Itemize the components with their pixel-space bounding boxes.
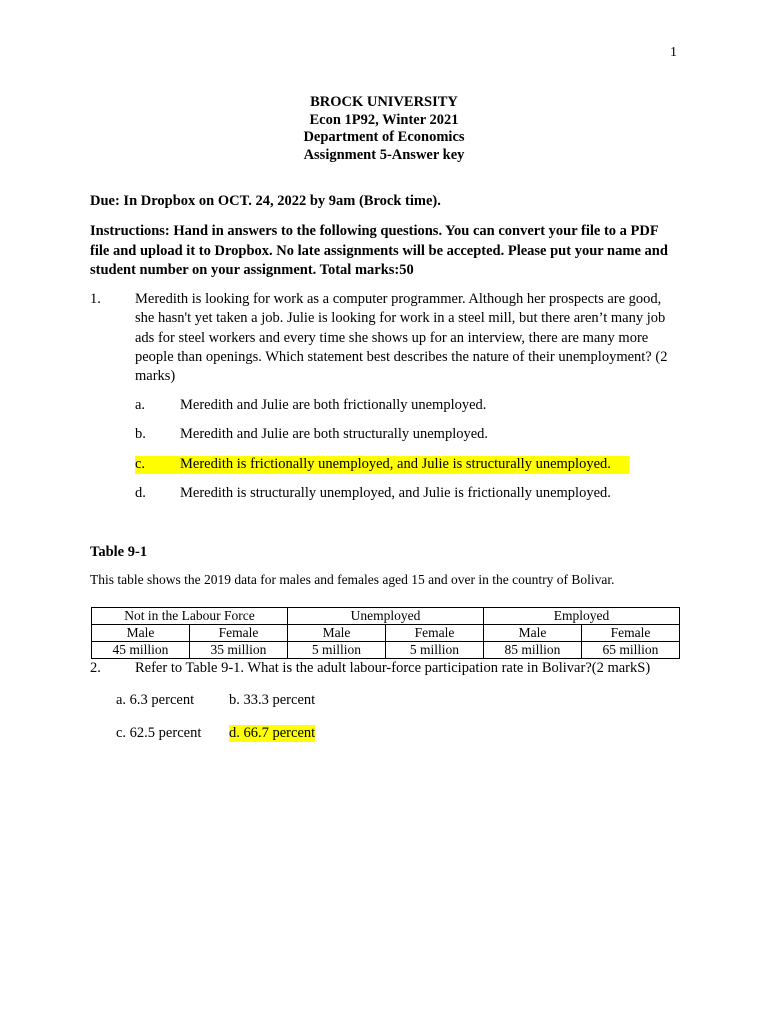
table-group-header: Employed [484,608,680,625]
table-title: Table 9-1 [90,544,148,560]
table-group-header: Not in the Labour Force [92,608,288,625]
option-d-text: Meredith is structurally unemployed, and Julie is frictionally unemployed. [180,485,611,502]
option-a-letter: a. [135,397,146,413]
option-a-text: Meredith and Julie are both frictionally unemployed. [180,397,487,413]
table-cell: 35 million [190,642,288,659]
table-subheader: Female [190,625,288,642]
document-header [0,94,768,165]
table-cell: 85 million [484,642,582,659]
labour-data-table [91,607,680,659]
header-assignment: Assignment 5-Answer key [303,147,465,164]
table-subheader-row [92,625,680,642]
answer-a: a. 6.3 percent [116,692,195,708]
header-department: Department of Economics [303,129,465,146]
question-1 [90,290,680,386]
table-subheader: Male [484,625,582,642]
table-description: This table shows the 2019 data for males and females aged 15 and over in the country of Bolivar. [90,572,615,587]
option-b-text: Meredith and Julie are both structurally unemployed. [180,426,489,443]
answer-b: b. 33.3 percent [229,692,316,708]
option-b-letter: b. [135,426,146,443]
header-course: Econ 1P92, Winter 2021 [309,111,459,128]
table-cell: 5 million [386,642,484,659]
table-subheader: Male [288,625,386,642]
table-cell: 5 million [288,642,386,659]
option-d-letter: d. [135,485,146,502]
option-c-text: Meredith is frictionally unemployed, and Julie is structurally unemployed. [180,455,611,472]
option-c-letter: c. [135,455,146,472]
question-2 [90,660,650,677]
question-1-number: 1. [90,291,101,307]
question-2-text: Refer to Table 9-1. What is the adult labour-force participation rate in Bolivar?(2 markS) [135,660,651,676]
header-university: BROCK UNIVERSITY [310,94,458,110]
table-cell: 45 million [92,642,190,659]
table-subheader: Male [92,625,190,642]
table-group-header: Unemployed [288,608,484,625]
table-row [92,642,680,659]
answer-c: c. 62.5 percent [116,725,202,741]
table-subheader: Female [386,625,484,642]
question-2-number: 2. [90,660,101,676]
answer-d-highlighted: d. 66.7 percent [229,725,316,741]
instructions: Instructions: Hand in answers to the following questions. You can convert your file to a PDF file and upload it to Dropbox. No late assignments will be accepted. Please put your name and student number on your assignment. Total marks:50 [90,223,668,278]
question-1-text: Meredith is looking for work as a computer programmer. Although her prospects are good, she hasn't yet taken a job. Julie is looking for work in a steel mill, but there aren’t many job ads for steel workers and every time she shows up for an interview, there are many more people than openings. Which statement best describes the nature of their unemployment? (2 marks) [135,291,668,385]
table-subheader: Female [582,625,680,642]
due-date: Due: In Dropbox on OCT. 24, 2022 by 9am (Brock time). [90,193,441,209]
table-cell: 65 million [582,642,680,659]
table-group-row [92,608,680,625]
page-number: 1 [670,45,677,60]
